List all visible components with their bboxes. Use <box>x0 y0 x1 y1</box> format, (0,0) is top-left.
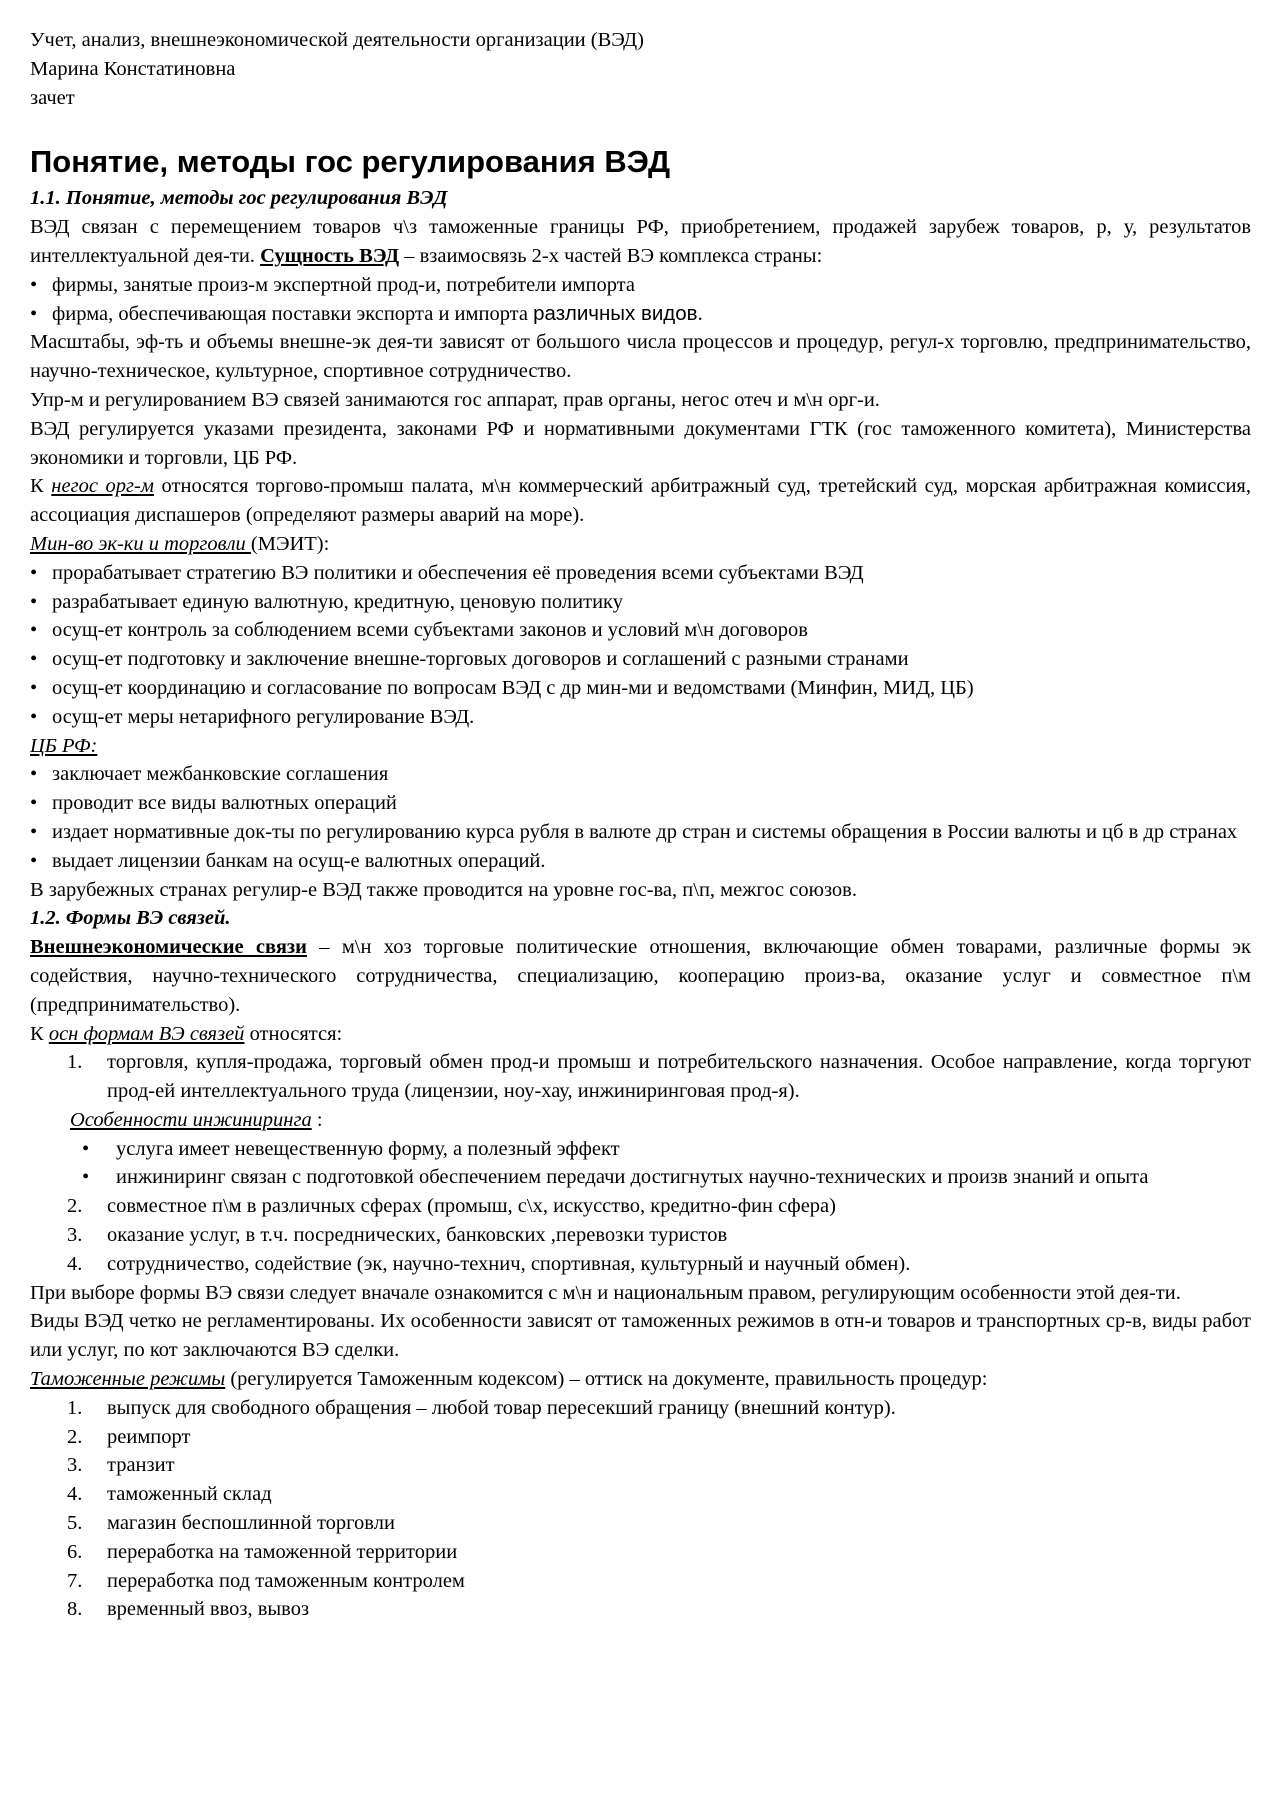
paragraph <box>30 472 1251 530</box>
paragraph <box>30 1020 1251 1049</box>
list-number: 5. <box>67 1512 83 1535</box>
list-item <box>30 271 1251 300</box>
emphasized-text: Сущность ВЭД <box>260 244 400 267</box>
document-body <box>30 184 1251 1624</box>
paragraph <box>30 1307 1251 1365</box>
emphasized-text: Таможенные режимы <box>30 1368 226 1391</box>
list-item <box>30 1250 1251 1279</box>
list-number: 6. <box>67 1540 83 1563</box>
text-run: инжиниринг связан с подготовкой обеспечением передачи достигнутых научно-технических и произв знаний и опыта <box>116 1166 1149 1189</box>
list-number: 4. <box>67 1252 83 1275</box>
list-item <box>30 1048 1251 1106</box>
text-run: 1.1. Понятие, методы гос регулирования ВЭД <box>30 187 448 210</box>
text-run: сотрудничество, содействие (эк, научно-технич, спортивная, культурный и научный обмен). <box>107 1252 911 1275</box>
paragraph <box>30 933 1251 1019</box>
list-item <box>30 1221 1251 1250</box>
text-run: временный ввоз, вывоз <box>107 1598 310 1621</box>
text-run: относятся: <box>244 1022 343 1045</box>
list-item <box>30 1135 1251 1164</box>
text-run: (МЭИТ): <box>250 532 330 555</box>
bullet-list <box>30 760 1251 875</box>
paragraph <box>30 415 1251 473</box>
list-number: 3. <box>67 1454 83 1477</box>
paragraph <box>30 386 1251 415</box>
text-run: выпуск для свободного обращения – любой товар пересекший границу (внешний контур). <box>107 1396 896 1419</box>
document-page <box>30 26 1251 1624</box>
emphasized-text: ЦБ РФ: <box>30 734 98 757</box>
numbered-list <box>30 1048 1251 1106</box>
list-item <box>30 1163 1251 1192</box>
subsection-heading <box>30 904 1251 933</box>
list-item <box>30 645 1251 674</box>
list-item <box>30 1423 1251 1452</box>
list-item <box>30 1480 1251 1509</box>
text-run: – взаимосвязь 2-х частей ВЭ комплекса страны: <box>399 244 823 267</box>
text-run: При выборе формы ВЭ связи следует вначале ознакомится с м\н и национальным правом, регулирующим особенности этой дея-ти. <box>30 1281 1181 1304</box>
text-run: осущ-ет меры нетарифного регулирование ВЭД. <box>52 705 475 728</box>
text-run: таможенный склад <box>107 1483 272 1506</box>
list-item <box>30 559 1251 588</box>
text-run: ВЭД связан с перемещением товаров ч\з таможенные границы РФ, приобретением, продажей зарубеж товаров, р, у, результатов интеллектуальной дея-ти. <box>30 216 1251 267</box>
numbered-list <box>30 1192 1251 1278</box>
list-item <box>30 588 1251 617</box>
paragraph <box>30 1279 1251 1308</box>
text-run: осущ-ет подготовку и заключение внешне-торговых договоров и соглашений с разными странами <box>52 648 909 671</box>
text-run: осущ-ет контроль за соблюдением всеми субъектами законов и условий м\н договоров <box>52 619 808 642</box>
text-run: К <box>30 1022 49 1045</box>
text-run: К <box>30 475 52 498</box>
teacher-name: Марина Констатиновна <box>30 57 236 80</box>
exam-type: зачет <box>30 86 75 109</box>
subsection-heading <box>30 184 1251 213</box>
list-item <box>30 789 1251 818</box>
section-heading: Понятие, методы гос регулирования ВЭД <box>30 144 671 180</box>
numbered-list <box>30 1394 1251 1624</box>
list-item <box>30 818 1251 847</box>
emphasized-text: осн формам ВЭ связей <box>48 1022 245 1045</box>
list-item <box>30 1192 1251 1221</box>
bullet-list <box>30 559 1251 732</box>
list-number: 8. <box>67 1598 83 1621</box>
list-number: 4. <box>67 1483 83 1506</box>
list-number: 2. <box>67 1425 83 1448</box>
emphasized-text: Мин-во эк-ки и торговли <box>30 532 251 555</box>
text-run: Масштабы, эф-ть и объемы внешне-эк дея-ти зависят от большого числа процессов и процедур, регул-х торговлю, предпринимательство, научно-техническое, культурное, спортивное сотрудничество. <box>30 331 1251 383</box>
text-run: выдает лицензии банкам на осущ-е валютных операций. <box>52 849 546 872</box>
course-title: Учет, анализ, внешнеэкономической деятельности организации (ВЭД) <box>30 29 644 51</box>
list-number: 1. <box>67 1051 83 1074</box>
text-run: разрабатывает единую валютную, кредитную, ценовую политику <box>52 590 623 613</box>
list-item <box>30 760 1251 789</box>
list-number: 3. <box>67 1224 83 1247</box>
text-run: транзит <box>107 1454 175 1477</box>
list-item <box>30 847 1251 876</box>
emphasized-text: Особенности инжиниринга <box>70 1108 312 1131</box>
text-run: 1.2. Формы ВЭ связей. <box>30 907 231 930</box>
list-item <box>30 1567 1251 1596</box>
list-number: 2. <box>67 1195 83 1218</box>
emphasized-text: Внешнеэкономические связи <box>30 936 307 959</box>
text-run: : <box>311 1108 323 1131</box>
text-run: проводит все виды валютных операций <box>52 792 397 815</box>
text-run: заключает межбанковские соглашения <box>52 763 389 786</box>
list-item <box>30 1595 1251 1624</box>
bullet-list <box>30 1135 1251 1193</box>
text-run: ВЭД регулируется указами президента, законами РФ и нормативными документами ГТК (гос таможенного комитета), Министерства экономики и торговли, ЦБ РФ. <box>30 417 1251 469</box>
text-run: осущ-ет координацию и согласование по вопросам ВЭД с др мин-ми и ведомствами (Минфин, МИД, ЦБ) <box>52 676 974 699</box>
text-run: фирмы, занятые произ-м экспертной прод-и, потребители импорта <box>52 273 635 296</box>
paragraph <box>30 876 1251 905</box>
list-item <box>30 1538 1251 1567</box>
list-item <box>30 1451 1251 1480</box>
text-run: издает нормативные док-ты по регулированию курса рубля в валюте др стран и системы обращения в России валюты и цб в др странах <box>52 820 1238 843</box>
text-run: совместное п\м в различных сферах (промыш, с\х, искусство, кредитно-фин сфера) <box>107 1195 836 1218</box>
list-number: 7. <box>67 1569 83 1592</box>
bullet-list <box>30 271 1251 329</box>
list-item <box>30 616 1251 645</box>
text-run: . <box>697 302 703 325</box>
text-run: – м\н хоз торговые политические отношения, включающие обмен товарами, различные формы эк содействия, научно-технического сотрудничества, специализацию, кооперацию произ-ва, оказание услуг и совместное п\м (предпринимательство). <box>30 936 1251 1016</box>
paragraph <box>30 328 1251 386</box>
text-run: Упр-м и регулированием ВЭ связей занимаются гос аппарат, прав органы, негос отеч и м\н орг-и. <box>30 388 880 411</box>
paragraph <box>30 732 1251 761</box>
text-run: услуга имеет невещественную форму, а полезный эффект <box>116 1137 620 1160</box>
list-item <box>30 300 1251 329</box>
text-run: относятся торгово-промыш палата, м\н коммерческий арбитражный суд, третейский суд, морская арбитражная комиссия, ассоциация диспашеров (определяют размеры аварий на море). <box>30 475 1251 527</box>
text-run: прорабатывает стратегию ВЭ политики и обеспечения её проведения всеми субъектами ВЭД <box>52 561 864 584</box>
list-item <box>30 703 1251 732</box>
text-run: В зарубежных странах регулир-е ВЭД также проводится на уровне гос-ва, п\п, межгос союзов. <box>30 878 857 901</box>
paragraph <box>30 530 1251 559</box>
paragraph <box>30 1106 1251 1135</box>
text-run: (регулируется Таможенным кодексом) – оттиск на документе, правильность процедур: <box>225 1368 988 1391</box>
emphasized-text: различных видов <box>533 301 698 325</box>
text-run: торговля, купля-продажа, торговый обмен прод-и промыш и потребительского назначения. Особое направление, когда торгуют прод-ей интеллектуального труда (лицензии, ноу-хау, инжиниринговая прод-я). <box>107 1051 1251 1103</box>
emphasized-text: негос орг-м <box>51 475 154 498</box>
list-number: 1. <box>67 1396 83 1419</box>
text-run: переработка под таможенным контролем <box>107 1569 465 1592</box>
text-run: оказание услуг, в т.ч. посреднических, банковских ,перевозки туристов <box>107 1224 728 1247</box>
text-run: фирма, обеспечивающая поставки экспорта и импорта <box>52 302 534 325</box>
paragraph <box>30 1365 1251 1394</box>
paragraph <box>30 213 1251 271</box>
list-item <box>30 1509 1251 1538</box>
list-item <box>30 1394 1251 1423</box>
text-run: реимпорт <box>107 1425 191 1448</box>
text-run: магазин беспошлинной торговли <box>107 1512 395 1535</box>
list-item <box>30 674 1251 703</box>
text-run: Виды ВЭД четко не регламентированы. Их особенности зависят от таможенных режимов в отн-и товаров и транспортных ср-в, виды работ или услуг, по кот заключаются ВЭ сделки. <box>30 1310 1251 1362</box>
text-run: переработка на таможенной территории <box>107 1540 458 1563</box>
